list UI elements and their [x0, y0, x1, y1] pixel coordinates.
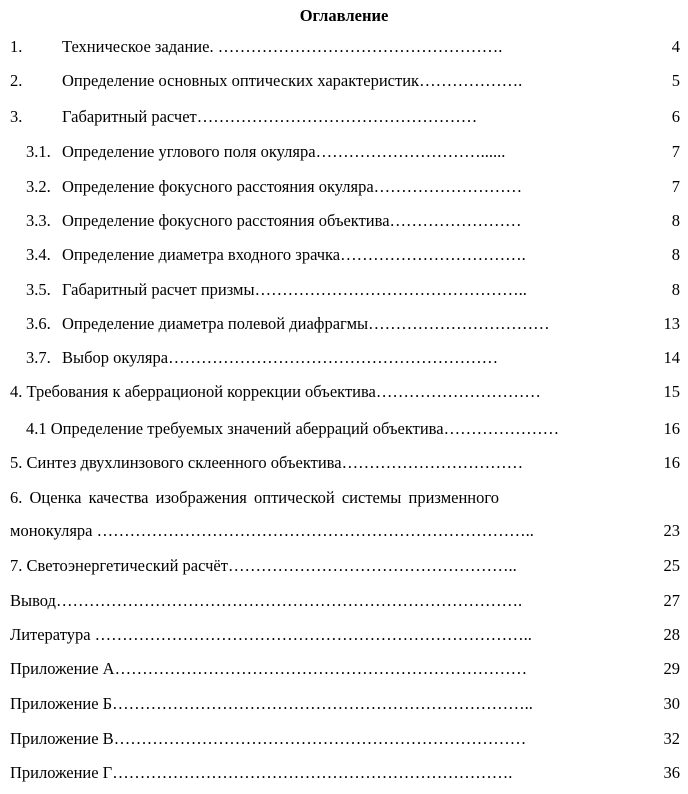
toc-entry-text: Приложение А………………………………………………………………… — [10, 659, 528, 678]
toc-entry-number: 3.5. — [26, 280, 51, 299]
toc-leader: …………………… — [389, 211, 522, 230]
toc-entry — [10, 381, 680, 403]
toc-entry-page: 32 — [663, 729, 680, 748]
toc-entry — [10, 520, 680, 542]
toc-entry-page: 15 — [663, 382, 680, 401]
toc-leader: …………………………… — [341, 453, 524, 472]
toc-entry-text: Определение фокусного расстояния окуляра……………………… — [62, 177, 523, 196]
toc-entry-text: Приложение Б………………………………………………………………….. — [10, 694, 533, 713]
toc-entry-text: 4.1 Определение требуемых значений аберраций объектива………………… — [26, 419, 560, 438]
toc-entry — [10, 555, 680, 577]
toc-entry-number: 3.2. — [26, 177, 51, 196]
toc-entry-page: 29 — [663, 659, 680, 678]
toc-entry-page: 16 — [663, 419, 680, 438]
toc-leader: …………………………………………………………………….. — [90, 625, 532, 644]
toc-entry-text: Определение фокусного расстояния объектива…………………… — [62, 211, 522, 230]
toc-entry — [10, 624, 680, 646]
toc-leader: ………………………………………….. — [254, 280, 527, 299]
toc-entry-page: 36 — [663, 763, 680, 782]
toc-entry-text: Определение основных оптических характеристик………………. — [62, 71, 523, 90]
toc-entry-text: Вывод…………………………………………………………………………. — [10, 591, 523, 610]
toc-entry-page: 8 — [671, 211, 680, 230]
toc-entry — [26, 176, 680, 198]
toc-entry — [26, 279, 680, 301]
toc-entry-text: 6. Оценка качества изображения оптической системы призменного — [10, 488, 499, 507]
toc-entry-page: 7 — [671, 142, 680, 161]
toc-leader: ……………………… — [373, 177, 523, 196]
toc-entry-page: 8 — [671, 245, 680, 264]
toc-leader: …………………………………………………………………….. — [92, 521, 534, 540]
toc-entry-number: 3.1. — [26, 142, 51, 161]
toc-entry-page: 25 — [663, 556, 680, 575]
toc-leader: …………………………………………….. — [227, 556, 517, 575]
toc-entry-page: 27 — [663, 591, 680, 610]
toc-leader: ………………………………………………………………… — [114, 659, 528, 678]
toc-entry — [26, 347, 680, 369]
toc-entry-text: Определение углового поля окуляра…………………………...... — [62, 142, 506, 161]
toc-entry-page: 28 — [663, 625, 680, 644]
toc-entry-text: Габаритный расчет…………………………………………… — [62, 107, 478, 126]
toc-entry-number: 3.6. — [26, 314, 51, 333]
toc-entry-number: 3.7. — [26, 348, 51, 367]
toc-entry-text: монокуляра …………………………………………………………………….. — [10, 521, 534, 540]
toc-entry — [10, 487, 680, 509]
toc-leader: …………………………...... — [315, 142, 506, 161]
toc-entry-text: 5. Синтез двухлинзового склеенного объектива…………………………… — [10, 453, 524, 472]
toc-entry — [10, 762, 680, 784]
toc-entry — [26, 313, 680, 335]
toc-entry — [26, 141, 680, 163]
toc-entry-text: Приложение Г………………………………………………………………. — [10, 763, 513, 782]
toc-entry — [26, 418, 680, 440]
toc-entry-number: 3. — [10, 107, 23, 126]
toc-entry — [10, 693, 680, 715]
toc-leader: ………………………………………………………………… — [113, 729, 527, 748]
toc-leader: ………………………………………………………………….. — [112, 694, 533, 713]
toc-leader: …………………………… — [368, 314, 550, 333]
toc-entry-text: 7. Светоэнергетический расчёт…………………………………………….. — [10, 556, 517, 575]
toc-leader: …………………………………………………………………………. — [55, 591, 523, 610]
toc-entry — [26, 210, 680, 232]
toc-leader: ………………………… — [375, 382, 541, 401]
toc-entry-text: Техническое задание. ……………………………………………. — [62, 37, 503, 56]
toc-leader: ………………………………………………………………. — [112, 763, 513, 782]
toc-entry-text: 4. Требования к аберрационой коррекции объектива………………………… — [10, 382, 541, 401]
toc-entry-number: 2. — [10, 71, 23, 90]
toc-leader: ………………. — [419, 71, 523, 90]
toc-entry-page: 13 — [663, 314, 680, 333]
toc-entry-page: 6 — [671, 107, 680, 126]
toc-entry-text: Литература …………………………………………………………………….. — [10, 625, 532, 644]
toc-entry-page: 23 — [663, 521, 680, 540]
toc-entry — [10, 452, 680, 474]
toc-entry-text: Приложение В………………………………………………………………… — [10, 729, 527, 748]
toc-entry-page: 4 — [671, 37, 680, 56]
toc-entry-number: 3.3. — [26, 211, 51, 230]
toc-leader: ………………… — [443, 419, 560, 438]
toc-entry-page: 14 — [663, 348, 680, 367]
toc-leader: …………………………………………………… — [168, 348, 499, 367]
toc-entry-page: 30 — [663, 694, 680, 713]
toc-entry — [10, 36, 680, 58]
toc-leader: ……………………………. — [340, 245, 526, 264]
toc-entry — [10, 590, 680, 612]
toc-title: Оглавление — [299, 6, 389, 25]
toc-entry-text: Выбор окуляра…………………………………………………… — [62, 348, 499, 367]
toc-entry — [10, 70, 680, 92]
toc-entry — [26, 244, 680, 266]
toc-entry-page: 7 — [671, 177, 680, 196]
toc-entry — [10, 658, 680, 680]
toc-entry-page: 8 — [671, 280, 680, 299]
toc-entry-number: 3.4. — [26, 245, 51, 264]
toc-entry-page: 16 — [663, 453, 680, 472]
toc-leader: …………………………………………… — [196, 107, 478, 126]
toc-entry-page: 5 — [671, 71, 680, 90]
toc-entry — [10, 728, 680, 750]
toc-leader: ……………………………………………. — [213, 37, 503, 56]
toc-entry — [10, 106, 680, 128]
toc-entry-text: Определение диаметра входного зрачка……………………………. — [62, 245, 526, 264]
toc-entry-text: Определение диаметра полевой диафрагмы…………………………… — [62, 314, 550, 333]
toc-entry-number: 1. — [10, 37, 23, 56]
toc-entry-text: Габаритный расчет призмы………………………………………….. — [62, 280, 527, 299]
